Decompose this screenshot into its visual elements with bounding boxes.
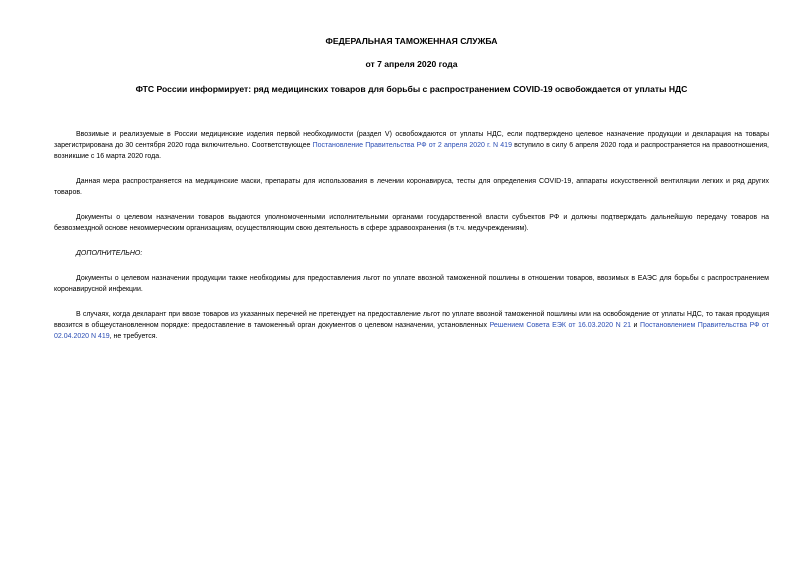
link-reshenie-eek-21[interactable]: Решением Совета ЕЭК от 16.03.2020 N 21 [489,322,631,329]
paragraph-4 [54,273,769,295]
organization-heading: ФЕДЕРАЛЬНАЯ ТАМОЖЕННАЯ СЛУЖБА [325,36,498,46]
link-postanovlenie-419[interactable]: Постановление Правительства РФ от 2 апреля 2020 г. N 419 [312,142,512,149]
additional-label-text: ДОПОЛНИТЕЛЬНО: [76,250,143,257]
document-body [54,129,769,342]
paragraph-3-text: Документы о целевом назначении товаров выдаются уполномоченными исполнительными органами государственной власти субъектов РФ и должны подтверждать дальнейшую передачу товаров на безвозмездной основе некоммерческим организациям, осуществляющим свою деятельность в сфере здравоохранения (в т.ч. медучреждениям). [54,214,769,232]
paragraph-3 [54,212,769,234]
paragraph-5-text-b: и [631,322,641,329]
paragraph-1 [54,129,769,162]
additional-label [54,248,769,259]
paragraph-2 [54,176,769,198]
paragraph-5-text-c: , не требуется. [109,333,158,340]
paragraph-1-text-a: Ввозимые и реализуемые в России медицинские изделия первой необходимости (раздел V) освобождаются от уплаты НДС, если подтверждено целевое назначение продукции и декларация на товары зарегистрирована до 30 сентября 2020 года включительно. Соответствующее [54,131,769,149]
paragraph-1-text-b: вступило в силу 6 апреля 2020 года и распространяется на правоотношения, возникшие с 16 марта 2020 года. [54,142,770,160]
document-title: ФТС России информирует: ряд медицинских товаров для борьбы с распространением COVID-19 освобождается от уплаты НДС [135,84,688,94]
document-date: от 7 апреля 2020 года [365,59,458,69]
paragraph-5-text-a: В случаях, когда декларант при ввозе товаров из указанных перечней не претендует на предоставление льгот по уплате ввозной таможенной пошлины или на освобождение от уплаты НДС, то такая продукция ввозится в общеустановленном порядке: предоставление в таможенный орган документов о целевом назначении, установленных [54,311,769,329]
paragraph-4-text: Документы о целевом назначении продукции также необходимы для предоставления льгот по уплате ввозной таможенной пошлины в отношении товаров, ввозимых в ЕАЭС для борьбы с распространением коронавирусной инфекции. [54,275,769,293]
link-postanovlenie-419-second[interactable]: Постановлением Правительства РФ от 02.04.2020 N 419 [54,322,769,340]
paragraph-2-text: Данная мера распространяется на медицинские маски, препараты для использования в лечении коронавируса, тесты для определения COVID-19, аппараты искусственной вентиляции легких и ряд других товаров. [54,178,769,196]
paragraph-5 [54,309,769,342]
